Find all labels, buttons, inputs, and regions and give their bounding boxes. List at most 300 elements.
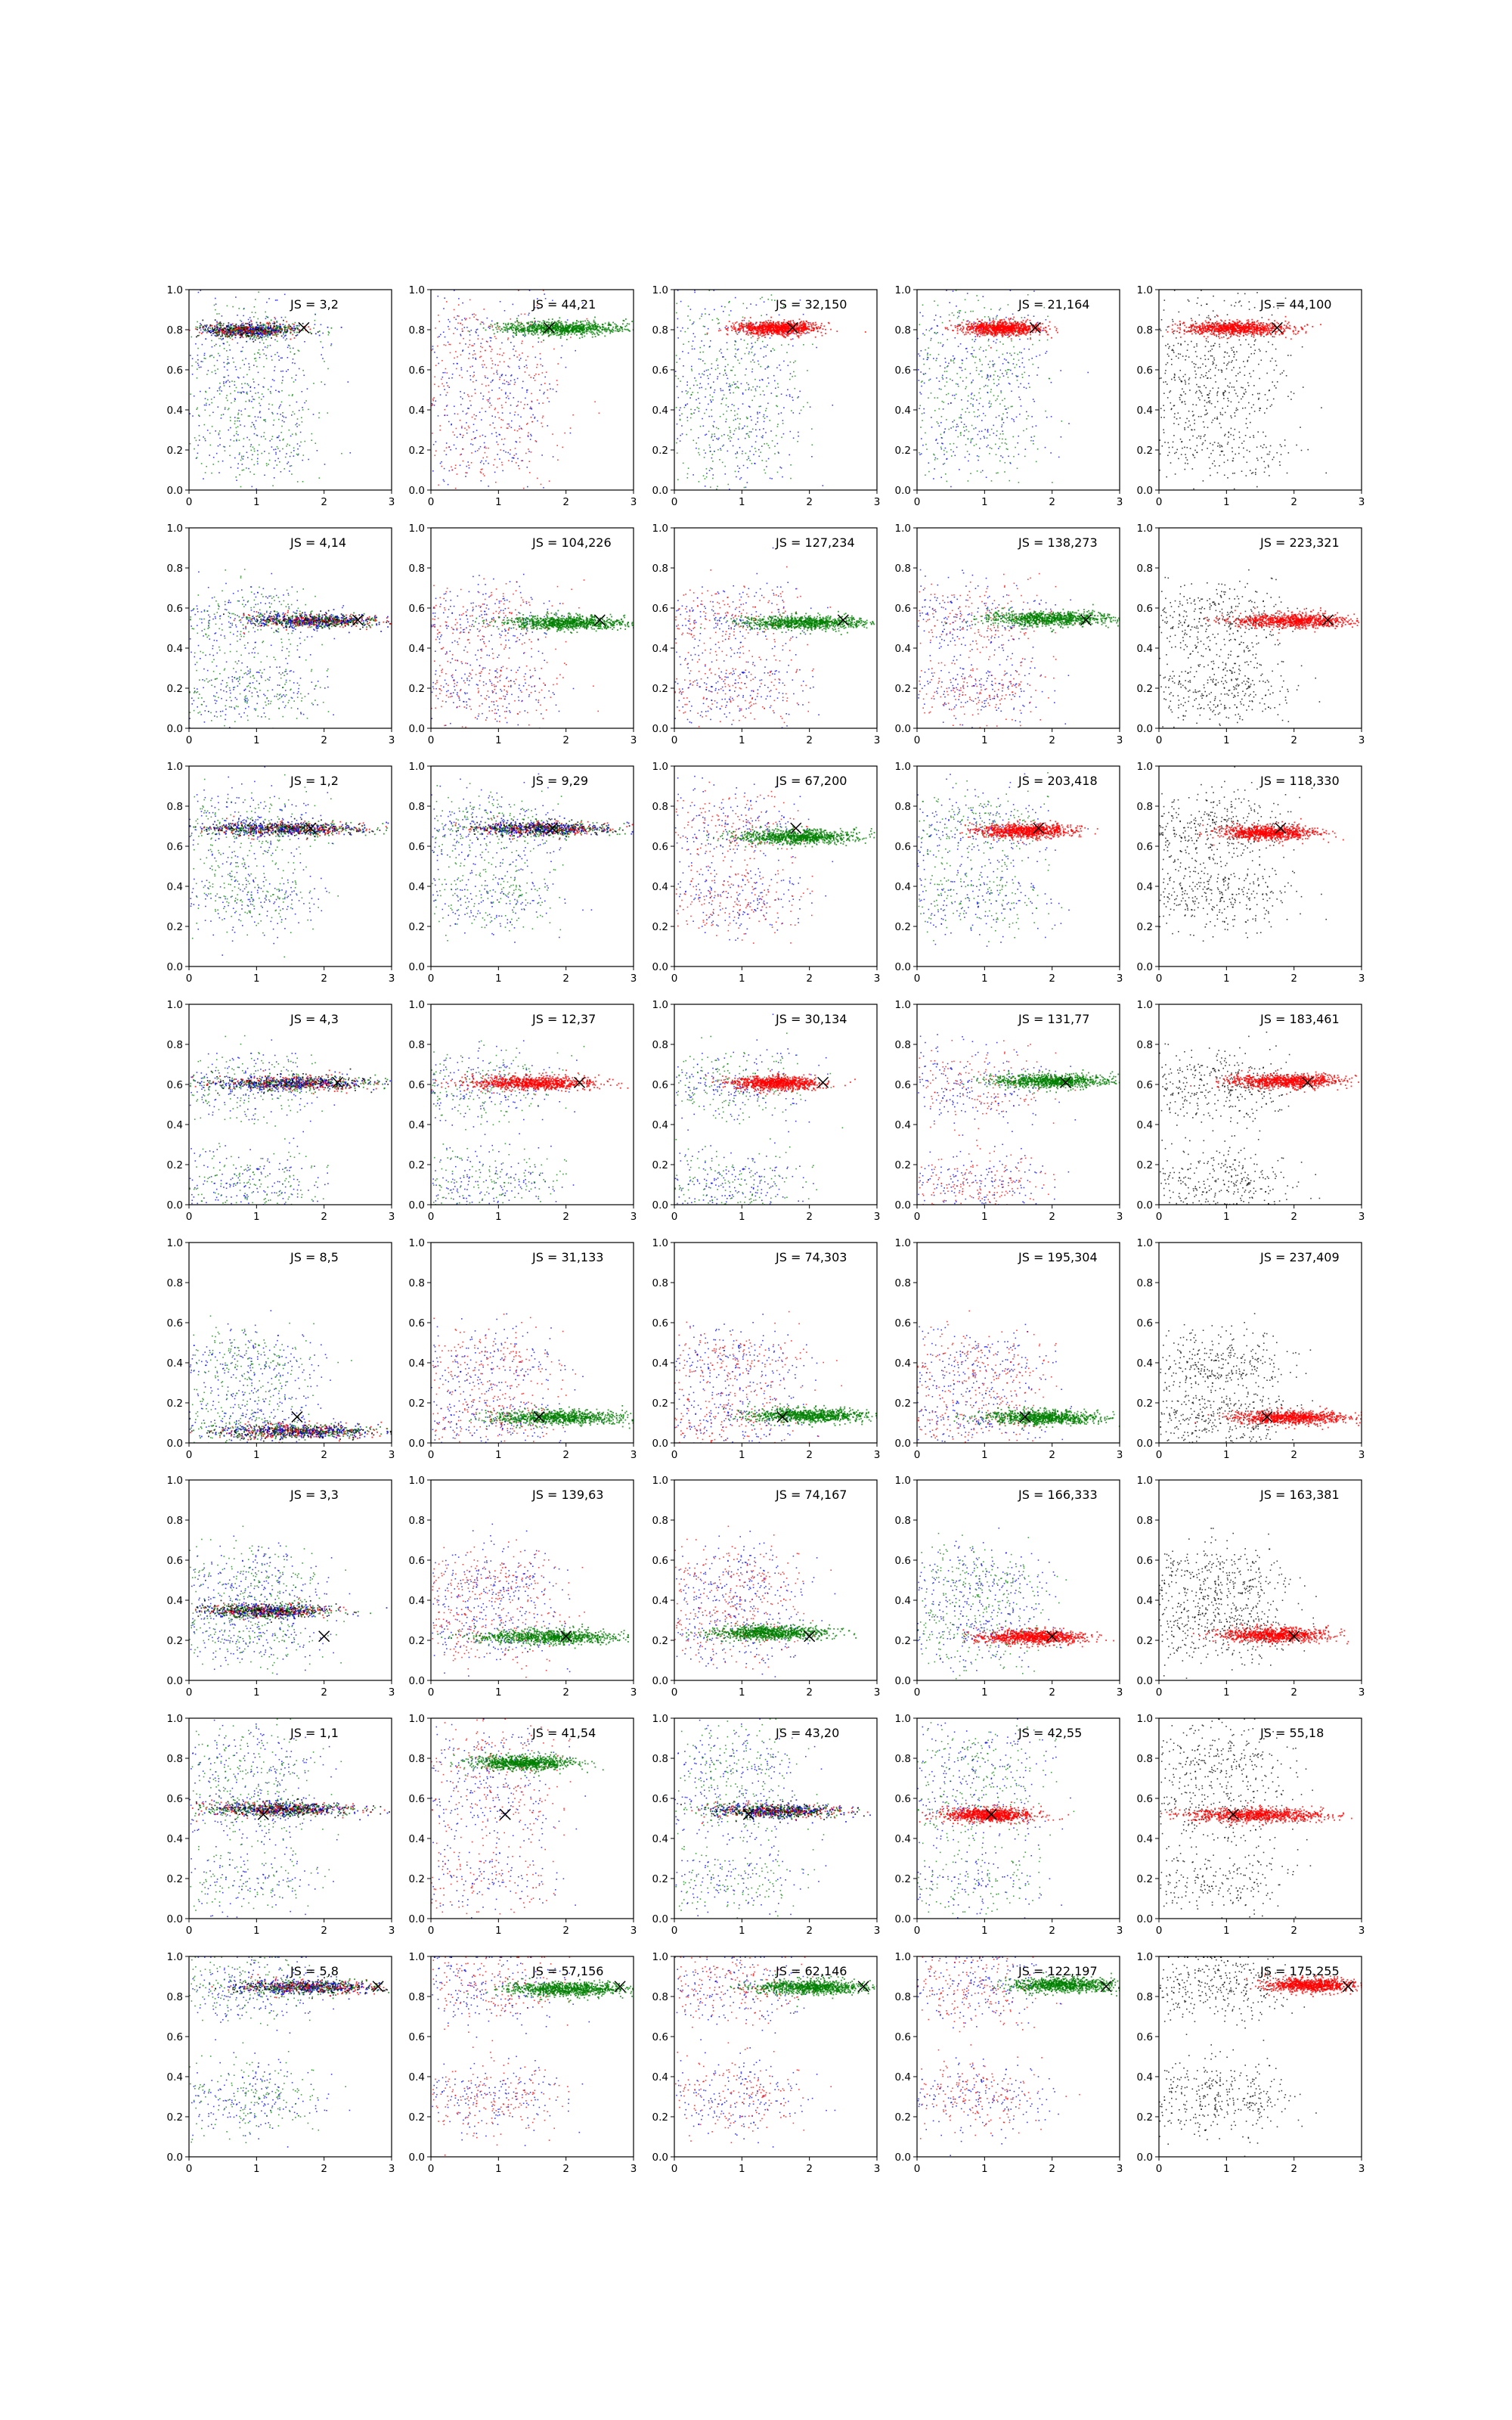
x-tick-label: 0: [186, 734, 193, 746]
y-tick-label: 0.2: [409, 1398, 425, 1410]
y-tick-label: 0.2: [1137, 2111, 1153, 2124]
x-tick-label: 0: [186, 1449, 193, 1461]
y-tick-label: 0.2: [652, 2111, 668, 2124]
y-tick-label: 0.6: [167, 1317, 183, 1329]
x-tick-label: 2: [321, 2163, 327, 2175]
y-tick-label: 0.4: [1137, 1357, 1153, 1370]
x-tick-label: 2: [806, 1686, 813, 1699]
y-tick-label: 1.0: [895, 761, 911, 773]
x-tick-label: 0: [1156, 1211, 1163, 1223]
js-annotation: JS = 62,146: [775, 1964, 847, 1978]
x-tick-label: 2: [1290, 1925, 1297, 1937]
js-annotation: JS = 67,200: [775, 774, 847, 788]
x-tick-label: 3: [874, 1925, 881, 1937]
y-tick-label: 0.2: [409, 1159, 425, 1171]
x-tick-label: 0: [671, 496, 678, 508]
y-tick-label: 0.8: [167, 1991, 183, 2003]
x-tick-label: 2: [806, 1449, 813, 1461]
x-tick-label: 2: [1049, 1449, 1055, 1461]
x-tick-label: 2: [1049, 734, 1055, 746]
y-tick-label: 0.0: [652, 1438, 668, 1450]
x-tick-label: 0: [186, 2163, 193, 2175]
y-tick-label: 0.0: [895, 1438, 911, 1450]
x-tick-label: 0: [428, 496, 435, 508]
y-tick-label: 1.0: [409, 761, 425, 773]
y-tick-label: 1.0: [409, 284, 425, 296]
js-annotation: JS = 42,55: [1018, 1726, 1082, 1740]
y-tick-label: 0.0: [167, 1438, 183, 1450]
y-tick-label: 0.0: [895, 2152, 911, 2164]
x-tick-label: 3: [631, 1211, 637, 1223]
x-tick-label: 0: [428, 1925, 435, 1937]
x-tick-label: 1: [495, 734, 502, 746]
x-tick-label: 2: [321, 1925, 327, 1937]
y-tick-label: 0.2: [1137, 921, 1153, 933]
y-tick-label: 0.8: [409, 1515, 425, 1527]
y-tick-label: 0.0: [409, 723, 425, 735]
y-tick-label: 0.2: [409, 2111, 425, 2124]
x-tick-label: 0: [1156, 1686, 1163, 1699]
y-tick-label: 0.0: [895, 1199, 911, 1212]
y-tick-label: 0.4: [652, 1357, 668, 1370]
y-tick-label: 0.2: [1137, 683, 1153, 695]
js-annotation: JS = 74,167: [775, 1488, 847, 1502]
x-tick-label: 1: [1223, 2163, 1230, 2175]
x-tick-label: 1: [495, 1925, 502, 1937]
y-tick-label: 0.4: [895, 2071, 911, 2083]
y-tick-label: 0.6: [652, 1317, 668, 1329]
y-tick-label: 1.0: [652, 1237, 668, 1249]
y-tick-label: 0.8: [409, 1277, 425, 1289]
y-tick-label: 0.6: [1137, 1793, 1153, 1805]
y-tick-label: 0.2: [895, 2111, 911, 2124]
y-tick-label: 0.4: [1137, 881, 1153, 893]
x-tick-label: 0: [186, 1211, 193, 1223]
y-tick-label: 0.0: [895, 723, 911, 735]
y-tick-label: 0.0: [167, 2152, 183, 2164]
y-tick-label: 0.8: [652, 801, 668, 813]
x-tick-label: 3: [389, 734, 395, 746]
y-tick-label: 1.0: [409, 999, 425, 1011]
js-annotation: JS = 12,37: [531, 1012, 596, 1026]
y-tick-label: 0.4: [167, 643, 183, 655]
js-annotation: JS = 4,14: [290, 535, 346, 550]
y-tick-label: 0.8: [652, 1277, 668, 1289]
y-tick-label: 1.0: [895, 523, 911, 535]
y-tick-label: 0.4: [895, 643, 911, 655]
y-tick-label: 0.0: [409, 485, 425, 497]
y-tick-label: 0.8: [895, 1753, 911, 1765]
y-tick-label: 0.6: [167, 1793, 183, 1805]
y-tick-label: 0.2: [652, 921, 668, 933]
y-tick-label: 1.0: [652, 1951, 668, 1963]
y-tick-label: 0.2: [167, 683, 183, 695]
y-tick-label: 0.6: [409, 1317, 425, 1329]
x-tick-label: 3: [631, 1449, 637, 1461]
x-tick-label: 2: [1290, 496, 1297, 508]
js-annotation: JS = 131,77: [1018, 1012, 1089, 1026]
y-tick-label: 0.2: [652, 1398, 668, 1410]
y-tick-label: 0.6: [652, 365, 668, 377]
js-annotation: JS = 30,134: [775, 1012, 847, 1026]
y-tick-label: 0.6: [409, 365, 425, 377]
y-tick-label: 0.8: [895, 1515, 911, 1527]
y-tick-label: 0.0: [409, 1913, 425, 1925]
y-tick-label: 0.2: [652, 1873, 668, 1885]
x-tick-label: 3: [874, 1211, 881, 1223]
x-tick-label: 2: [1049, 973, 1055, 985]
y-tick-label: 0.8: [895, 563, 911, 575]
y-tick-label: 1.0: [895, 1951, 911, 1963]
js-annotation: JS = 32,150: [775, 297, 847, 312]
x-tick-label: 1: [739, 734, 745, 746]
y-tick-label: 0.2: [409, 921, 425, 933]
js-annotation: JS = 55,18: [1259, 1726, 1324, 1740]
x-tick-label: 2: [806, 1925, 813, 1937]
x-tick-label: 3: [1117, 1449, 1123, 1461]
y-tick-label: 0.4: [652, 1595, 668, 1607]
y-tick-label: 1.0: [167, 999, 183, 1011]
x-tick-label: 0: [1156, 2163, 1163, 2175]
js-annotation: JS = 118,330: [1259, 774, 1340, 788]
y-tick-label: 0.0: [652, 2152, 668, 2164]
y-tick-label: 1.0: [1137, 284, 1153, 296]
x-tick-label: 2: [321, 496, 327, 508]
y-tick-label: 0.6: [409, 1793, 425, 1805]
x-tick-label: 3: [389, 973, 395, 985]
x-tick-label: 1: [739, 1686, 745, 1699]
x-tick-label: 0: [914, 1211, 921, 1223]
x-tick-label: 3: [874, 973, 881, 985]
y-tick-label: 0.4: [895, 1357, 911, 1370]
y-tick-label: 0.4: [652, 2071, 668, 2083]
y-tick-label: 0.6: [895, 1317, 911, 1329]
y-tick-label: 0.4: [652, 405, 668, 417]
y-tick-label: 0.0: [409, 961, 425, 973]
y-tick-label: 0.6: [409, 603, 425, 615]
y-tick-label: 0.6: [1137, 365, 1153, 377]
x-tick-label: 1: [1223, 1211, 1230, 1223]
x-tick-label: 3: [1359, 1686, 1365, 1699]
y-tick-label: 0.4: [652, 881, 668, 893]
y-tick-label: 0.6: [1137, 1079, 1153, 1091]
y-tick-label: 0.2: [167, 1635, 183, 1647]
x-tick-label: 0: [914, 496, 921, 508]
y-tick-label: 0.2: [1137, 1635, 1153, 1647]
js-annotation: JS = 122,197: [1018, 1964, 1098, 1978]
y-tick-label: 0.4: [409, 1119, 425, 1131]
js-annotation: JS = 4,3: [290, 1012, 339, 1026]
y-tick-label: 0.6: [652, 1793, 668, 1805]
y-tick-label: 0.8: [1137, 801, 1153, 813]
js-annotation: JS = 43,20: [775, 1726, 839, 1740]
x-tick-label: 3: [1117, 1925, 1123, 1937]
x-tick-label: 3: [874, 1449, 881, 1461]
y-tick-label: 1.0: [167, 284, 183, 296]
y-tick-label: 0.0: [652, 1199, 668, 1212]
y-tick-label: 0.0: [1137, 1675, 1153, 1687]
y-tick-label: 0.2: [652, 445, 668, 457]
y-tick-label: 0.4: [167, 1357, 183, 1370]
js-annotation: JS = 9,29: [531, 774, 588, 788]
y-tick-label: 0.0: [652, 723, 668, 735]
x-tick-label: 1: [253, 2163, 260, 2175]
x-tick-label: 3: [1117, 973, 1123, 985]
x-tick-label: 3: [631, 1686, 637, 1699]
js-annotation: JS = 31,133: [531, 1250, 603, 1264]
x-tick-label: 0: [671, 2163, 678, 2175]
y-tick-label: 0.2: [167, 1398, 183, 1410]
x-tick-label: 2: [562, 496, 569, 508]
x-tick-label: 3: [1359, 1211, 1365, 1223]
js-annotation: JS = 163,381: [1259, 1488, 1340, 1502]
x-tick-label: 3: [1117, 496, 1123, 508]
y-tick-label: 0.6: [167, 1079, 183, 1091]
y-tick-label: 0.0: [1137, 1438, 1153, 1450]
y-tick-label: 0.0: [895, 961, 911, 973]
y-tick-label: 0.8: [895, 1039, 911, 1051]
x-tick-label: 3: [389, 1211, 395, 1223]
y-tick-label: 0.8: [409, 563, 425, 575]
x-tick-label: 1: [495, 496, 502, 508]
x-tick-label: 2: [1049, 1211, 1055, 1223]
x-tick-label: 2: [321, 734, 327, 746]
y-tick-label: 0.4: [409, 1595, 425, 1607]
x-tick-label: 0: [1156, 973, 1163, 985]
x-tick-label: 0: [1156, 734, 1163, 746]
y-tick-label: 0.8: [652, 1991, 668, 2003]
x-tick-label: 1: [739, 1211, 745, 1223]
y-tick-label: 0.2: [895, 1159, 911, 1171]
x-tick-label: 3: [874, 2163, 881, 2175]
x-tick-label: 0: [428, 2163, 435, 2175]
y-tick-label: 0.0: [1137, 1913, 1153, 1925]
x-tick-label: 0: [914, 2163, 921, 2175]
y-tick-label: 0.4: [167, 881, 183, 893]
y-tick-label: 0.2: [167, 921, 183, 933]
y-tick-label: 0.8: [167, 1039, 183, 1051]
y-tick-label: 0.0: [1137, 723, 1153, 735]
y-tick-label: 0.8: [167, 1753, 183, 1765]
y-tick-label: 0.8: [1137, 1753, 1153, 1765]
y-tick-label: 1.0: [1137, 761, 1153, 773]
y-tick-label: 1.0: [409, 1713, 425, 1725]
js-annotation: JS = 1,2: [290, 774, 339, 788]
y-tick-label: 0.4: [1137, 1119, 1153, 1131]
x-tick-label: 2: [321, 973, 327, 985]
y-tick-label: 0.8: [1137, 1277, 1153, 1289]
x-tick-label: 1: [739, 973, 745, 985]
y-tick-label: 0.8: [1137, 1039, 1153, 1051]
x-tick-label: 1: [495, 1211, 502, 1223]
js-annotation: JS = 223,321: [1259, 535, 1340, 550]
y-tick-label: 0.8: [409, 1991, 425, 2003]
y-tick-label: 0.4: [409, 1833, 425, 1845]
x-tick-label: 2: [1290, 973, 1297, 985]
x-tick-label: 1: [1223, 973, 1230, 985]
x-tick-label: 2: [321, 1449, 327, 1461]
y-tick-label: 0.2: [409, 445, 425, 457]
x-tick-label: 0: [186, 1925, 193, 1937]
x-tick-label: 0: [428, 1211, 435, 1223]
y-tick-label: 0.8: [167, 801, 183, 813]
x-tick-label: 1: [981, 1686, 988, 1699]
y-tick-label: 1.0: [409, 1475, 425, 1487]
y-tick-label: 0.0: [895, 485, 911, 497]
js-annotation: JS = 183,461: [1259, 1012, 1340, 1026]
y-tick-label: 1.0: [652, 523, 668, 535]
x-tick-label: 3: [1359, 734, 1365, 746]
x-tick-label: 3: [631, 1925, 637, 1937]
y-tick-label: 0.6: [409, 2031, 425, 2043]
x-tick-label: 2: [321, 1211, 327, 1223]
y-tick-label: 0.6: [895, 365, 911, 377]
y-tick-label: 0.8: [167, 324, 183, 337]
y-tick-label: 1.0: [895, 1475, 911, 1487]
y-tick-label: 0.2: [1137, 445, 1153, 457]
x-tick-label: 1: [981, 973, 988, 985]
y-tick-label: 0.4: [652, 1833, 668, 1845]
x-tick-label: 1: [981, 734, 988, 746]
y-tick-label: 0.0: [652, 1913, 668, 1925]
y-tick-label: 0.4: [167, 405, 183, 417]
y-tick-label: 0.2: [1137, 1873, 1153, 1885]
x-tick-label: 0: [1156, 1449, 1163, 1461]
x-tick-label: 1: [981, 1449, 988, 1461]
y-tick-label: 0.4: [895, 405, 911, 417]
y-tick-label: 0.8: [652, 1753, 668, 1765]
y-tick-label: 0.8: [895, 801, 911, 813]
y-tick-label: 0.4: [895, 1595, 911, 1607]
x-tick-label: 0: [428, 734, 435, 746]
y-tick-label: 0.0: [652, 1675, 668, 1687]
js-annotation: JS = 1,1: [290, 1726, 339, 1740]
y-tick-label: 1.0: [1137, 1475, 1153, 1487]
x-tick-label: 0: [428, 973, 435, 985]
x-tick-label: 2: [1049, 2163, 1055, 2175]
y-tick-label: 0.0: [167, 961, 183, 973]
y-tick-label: 0.8: [895, 1277, 911, 1289]
y-tick-label: 1.0: [409, 1237, 425, 1249]
x-tick-label: 3: [1117, 1686, 1123, 1699]
y-tick-label: 0.6: [1137, 2031, 1153, 2043]
x-tick-label: 1: [253, 1211, 260, 1223]
y-tick-label: 1.0: [652, 1475, 668, 1487]
y-tick-label: 0.2: [1137, 1159, 1153, 1171]
x-tick-label: 3: [631, 734, 637, 746]
x-tick-label: 2: [1290, 734, 1297, 746]
y-tick-label: 0.8: [1137, 563, 1153, 575]
y-tick-label: 0.0: [167, 1199, 183, 1212]
y-tick-label: 0.4: [1137, 1833, 1153, 1845]
y-tick-label: 0.0: [167, 723, 183, 735]
y-tick-label: 0.8: [895, 1991, 911, 2003]
x-tick-label: 0: [671, 1686, 678, 1699]
y-tick-label: 1.0: [167, 1475, 183, 1487]
x-tick-label: 2: [1290, 2163, 1297, 2175]
y-tick-label: 0.0: [652, 961, 668, 973]
y-tick-label: 1.0: [895, 1237, 911, 1249]
x-tick-label: 0: [428, 1449, 435, 1461]
y-tick-label: 0.2: [167, 2111, 183, 2124]
x-tick-label: 0: [186, 973, 193, 985]
y-tick-label: 0.6: [1137, 603, 1153, 615]
y-tick-label: 0.8: [409, 1039, 425, 1051]
y-tick-label: 0.0: [409, 1199, 425, 1212]
y-tick-label: 0.4: [409, 1357, 425, 1370]
x-tick-label: 1: [253, 1686, 260, 1699]
y-tick-label: 1.0: [167, 1713, 183, 1725]
y-tick-label: 1.0: [167, 523, 183, 535]
y-tick-label: 0.8: [652, 1515, 668, 1527]
js-annotation: JS = 195,304: [1018, 1250, 1098, 1264]
x-tick-label: 1: [1223, 1449, 1230, 1461]
y-tick-label: 0.6: [895, 841, 911, 853]
x-tick-label: 0: [914, 1686, 921, 1699]
y-tick-label: 1.0: [409, 1951, 425, 1963]
y-tick-label: 0.2: [652, 1159, 668, 1171]
y-tick-label: 0.6: [167, 1555, 183, 1567]
y-tick-label: 0.0: [409, 1675, 425, 1687]
x-tick-label: 1: [495, 973, 502, 985]
y-tick-label: 0.4: [895, 1833, 911, 1845]
x-tick-label: 2: [562, 1211, 569, 1223]
y-tick-label: 0.4: [167, 1833, 183, 1845]
x-tick-label: 2: [562, 734, 569, 746]
y-tick-label: 0.0: [1137, 485, 1153, 497]
x-tick-label: 0: [914, 973, 921, 985]
x-tick-label: 1: [495, 1686, 502, 1699]
y-tick-label: 0.2: [652, 1635, 668, 1647]
x-tick-label: 0: [671, 1925, 678, 1937]
y-tick-label: 0.0: [167, 1913, 183, 1925]
y-tick-label: 0.2: [1137, 1398, 1153, 1410]
y-tick-label: 0.2: [895, 1635, 911, 1647]
y-tick-label: 1.0: [167, 761, 183, 773]
x-tick-label: 0: [428, 1686, 435, 1699]
x-tick-label: 3: [1359, 1925, 1365, 1937]
x-tick-label: 1: [1223, 734, 1230, 746]
x-tick-label: 2: [562, 973, 569, 985]
x-tick-label: 2: [562, 2163, 569, 2175]
y-tick-label: 1.0: [1137, 1713, 1153, 1725]
x-tick-label: 3: [631, 2163, 637, 2175]
y-tick-label: 1.0: [1137, 999, 1153, 1011]
y-tick-label: 0.6: [895, 1079, 911, 1091]
y-tick-label: 0.8: [652, 324, 668, 337]
x-tick-label: 0: [1156, 496, 1163, 508]
y-tick-label: 0.6: [895, 1555, 911, 1567]
y-tick-label: 0.8: [167, 1515, 183, 1527]
js-annotation: JS = 41,54: [531, 1726, 596, 1740]
x-tick-label: 2: [1290, 1449, 1297, 1461]
x-tick-label: 1: [739, 1925, 745, 1937]
y-tick-label: 1.0: [895, 1713, 911, 1725]
y-tick-label: 1.0: [895, 284, 911, 296]
y-tick-label: 0.2: [895, 921, 911, 933]
x-tick-label: 3: [389, 1686, 395, 1699]
y-tick-label: 0.4: [895, 1119, 911, 1131]
js-annotation: JS = 138,273: [1018, 535, 1098, 550]
y-tick-label: 0.2: [167, 1873, 183, 1885]
x-tick-label: 0: [671, 973, 678, 985]
js-annotation: JS = 44,100: [1259, 297, 1331, 312]
y-tick-label: 0.8: [167, 1277, 183, 1289]
js-annotation: JS = 104,226: [531, 535, 612, 550]
y-tick-label: 1.0: [167, 1237, 183, 1249]
x-tick-label: 3: [1359, 1449, 1365, 1461]
x-tick-label: 2: [1290, 1211, 1297, 1223]
